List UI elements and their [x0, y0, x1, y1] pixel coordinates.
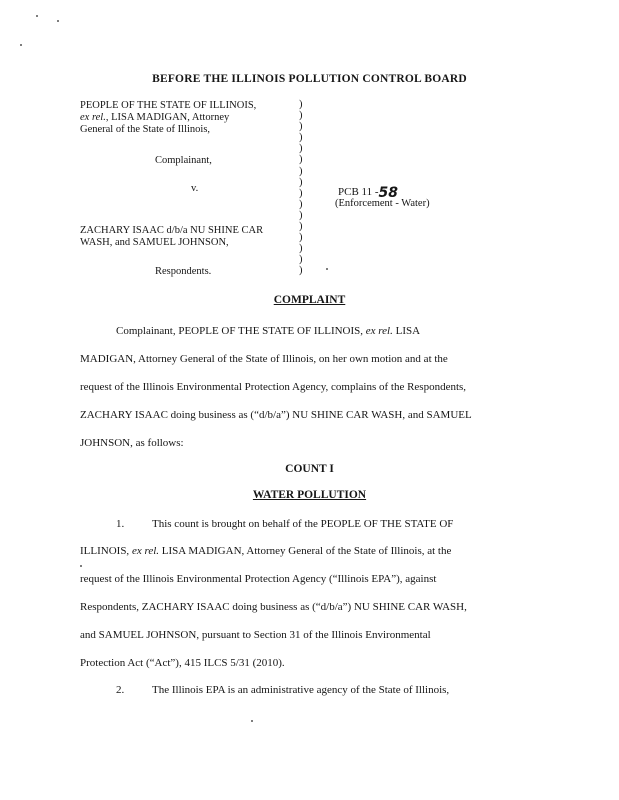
- paragraph-1-line-6: Protection Act (“Act”), 415 ILCS 5/31 (2010).: [80, 657, 285, 669]
- paragraph-1-line-1: This count is brought on behalf of the PEOPLE OF THE STATE OF: [152, 518, 454, 530]
- plaintiff-line-2-rest: , LISA MADIGAN, Attorney: [105, 112, 230, 123]
- paragraph-1-line-2-b: LISA MADIGAN, Attorney General of the State of Illinois, at the: [161, 545, 452, 557]
- paragraph-1-ex-rel: ex rel.: [131, 545, 160, 557]
- scan-speck: [80, 565, 82, 567]
- plaintiff-line-3: General of the State of Illinois,: [80, 124, 211, 135]
- versus-label: v.: [191, 183, 199, 194]
- paragraph-1-line-5: and SAMUEL JOHNSON, pursuant to Section 31 of the Illinois Environmental: [80, 629, 431, 641]
- respondent-line-1: ZACHARY ISAAC d/b/a NU SHINE CAR: [80, 225, 264, 236]
- paragraph-2-text: The Illinois EPA is an administrative agency of the State of Illinois,: [152, 684, 450, 696]
- case-type: (Enforcement - Water): [335, 198, 430, 209]
- paragraph-2-number: 2.: [116, 684, 125, 696]
- intro-ex-rel: ex rel.: [365, 325, 393, 337]
- intro-line-1-a: Complainant, PEOPLE OF THE STATE OF ILLINOIS,: [116, 325, 364, 337]
- intro-line-5: JOHNSON, as follows:: [80, 437, 184, 449]
- case-number: [338, 183, 398, 199]
- plaintiff-line-1: PEOPLE OF THE STATE OF ILLINOIS,: [80, 100, 257, 111]
- scan-speck: [57, 20, 59, 22]
- intro-line-3: request of the Illinois Environmental Protection Agency, complains of the Respondents,: [80, 381, 467, 393]
- paragraph-1-number: 1.: [116, 518, 125, 530]
- paragraph-1-line-2: [80, 545, 451, 557]
- handwritten-case-number: 58: [378, 185, 399, 201]
- caption-parentheses: ) ) ) ) ) ) ) ) ) ) ) ) ) ) ) ): [299, 99, 303, 277]
- complaint-heading: COMPLAINT: [273, 294, 346, 306]
- plaintiff-line-2: [80, 112, 229, 123]
- paragraph-1-line-3: request of the Illinois Environmental Protection Agency (“Illinois EPA”), against: [80, 573, 437, 585]
- count-heading: COUNT I: [285, 463, 334, 475]
- scan-speck: [20, 44, 22, 46]
- scan-speck: [251, 720, 253, 722]
- count-subheading: WATER POLLUTION: [252, 489, 367, 501]
- case-number-prefix: PCB 11 -: [338, 186, 379, 198]
- intro-line-1-b: LISA: [395, 325, 421, 337]
- intro-line-4: ZACHARY ISAAC doing business as (“d/b/a”) NU SHINE CAR WASH, and SAMUEL: [80, 409, 472, 421]
- document-title: BEFORE THE ILLINOIS POLLUTION CONTROL BOARD: [152, 73, 467, 85]
- scan-speck: [36, 15, 38, 17]
- intro-line-2: MADIGAN, Attorney General of the State of Illinois, on her own motion and at the: [80, 353, 448, 365]
- respondents-label: Respondents.: [155, 266, 212, 277]
- respondent-line-2: WASH, and SAMUEL JOHNSON,: [80, 237, 229, 248]
- paragraph-1-line-2-a: ILLINOIS,: [80, 545, 130, 557]
- complainant-label: Complainant,: [155, 155, 212, 166]
- paragraph-1-line-4: Respondents, ZACHARY ISAAC doing business as (“d/b/a”) NU SHINE CAR WASH,: [80, 601, 467, 613]
- intro-line-1: [116, 325, 420, 337]
- ex-rel-italic: ex rel.: [80, 112, 106, 123]
- scan-speck: [326, 268, 328, 270]
